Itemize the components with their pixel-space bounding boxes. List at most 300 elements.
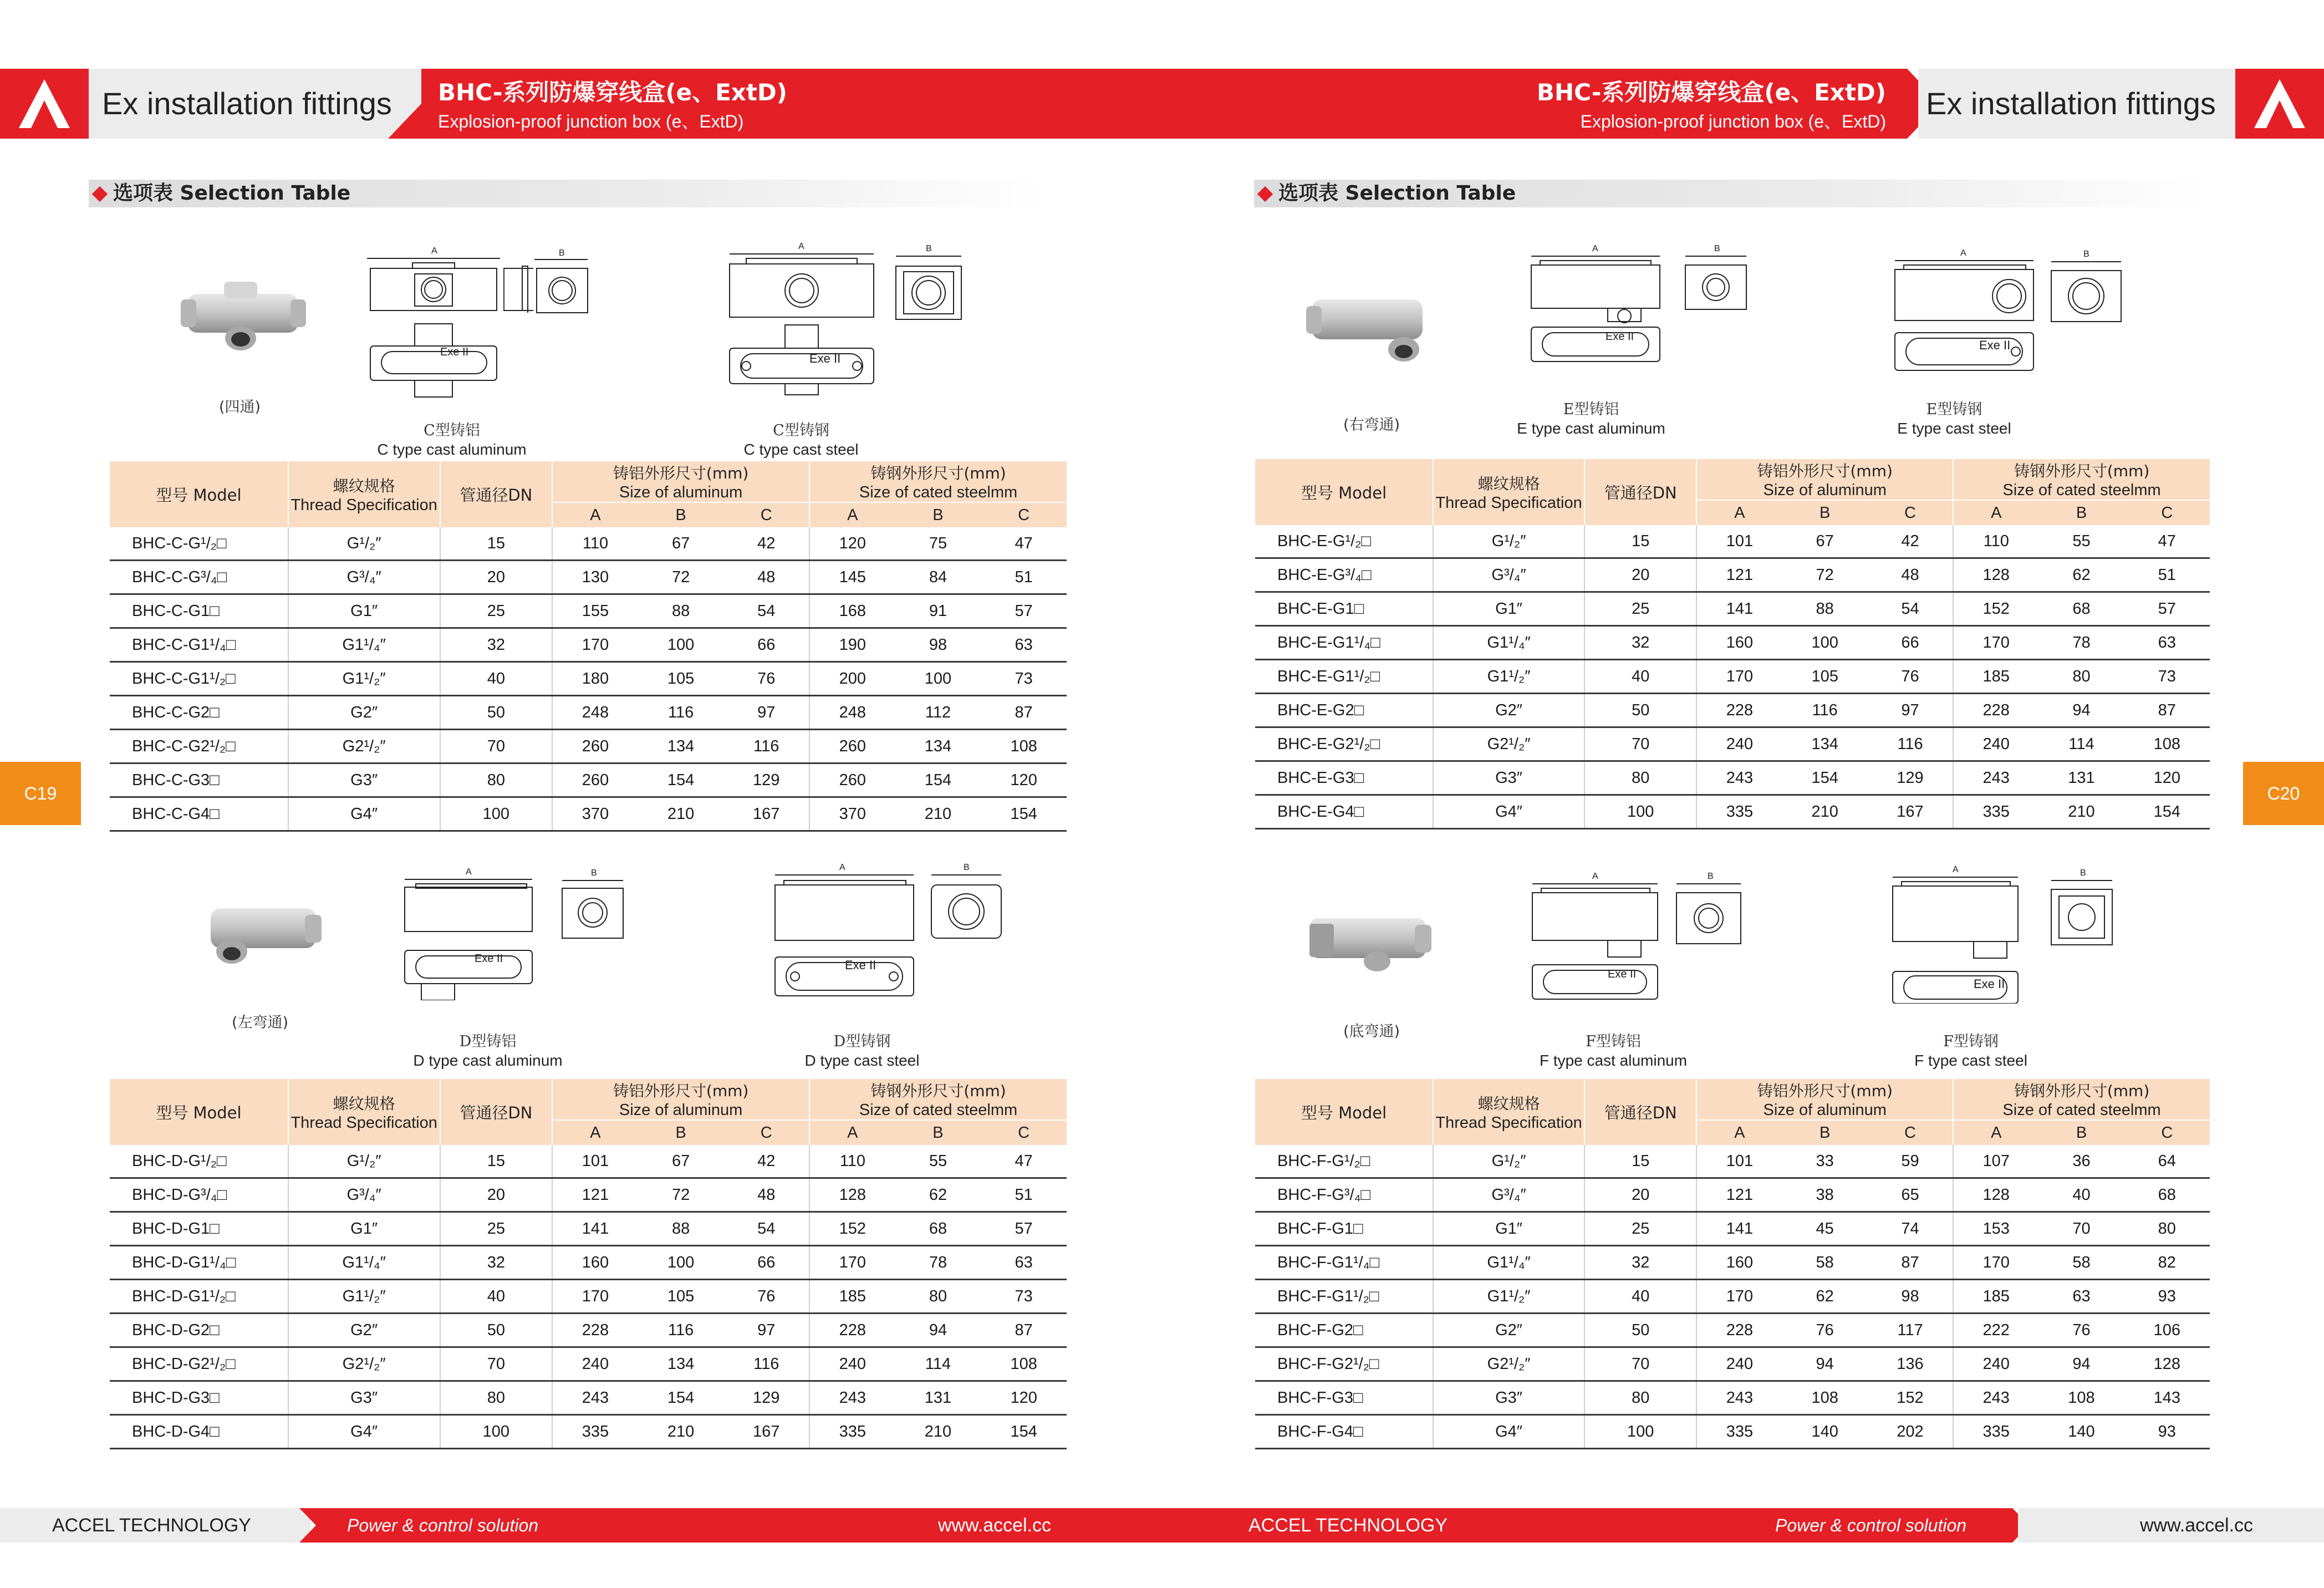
drawing-f-aluminum — [1530, 872, 1669, 1010]
header-aluminum-size — [552, 461, 809, 502]
value-cell: 108 — [981, 730, 1067, 764]
table-row — [110, 696, 1067, 730]
header-dim-c: C — [723, 1120, 809, 1145]
value-cell: G³/₄″ — [1433, 1178, 1584, 1212]
value-cell: 54 — [723, 594, 809, 628]
value-cell: 76 — [1782, 1314, 1868, 1347]
value-cell: 32 — [440, 1246, 553, 1280]
value-cell: 110 — [552, 527, 638, 561]
value-cell: 97 — [723, 696, 809, 730]
header-aluminum-size-line: 铸铝外形尺寸(mm) — [1757, 462, 1893, 480]
model-cell: BHC-E-G³/₄□ — [1255, 558, 1433, 592]
model-cell: BHC-D-G1□ — [110, 1212, 288, 1246]
value-cell: 84 — [895, 561, 981, 594]
value-cell: G2¹/₂″ — [1433, 727, 1584, 761]
value-cell: 82 — [2124, 1246, 2210, 1280]
diamond-bullet-icon — [92, 186, 108, 202]
table-row — [1255, 694, 2210, 727]
value-cell: 335 — [809, 1415, 895, 1449]
value-cell: 160 — [1696, 1246, 1782, 1280]
header-steel-size-line: Size of cated steelmm — [2002, 1101, 2161, 1119]
dim-label-a: A — [798, 242, 804, 251]
value-cell: 88 — [638, 1212, 724, 1246]
value-cell: G1¹/₂″ — [288, 1280, 440, 1314]
header-dim-c: C — [2124, 1120, 2210, 1145]
header-dim-b: B — [638, 1120, 724, 1145]
header-steel-size — [1953, 459, 2210, 500]
value-cell: 42 — [723, 527, 809, 561]
model-cell: BHC-F-G³/₄□ — [1255, 1178, 1433, 1212]
value-cell: 73 — [981, 662, 1067, 696]
value-cell: 76 — [2038, 1314, 2124, 1347]
model-cell: BHC-F-G3□ — [1255, 1381, 1433, 1415]
value-cell: 100 — [895, 662, 981, 696]
value-cell: 152 — [809, 1212, 895, 1246]
value-cell: 190 — [809, 628, 895, 662]
value-cell: 65 — [1868, 1178, 1953, 1212]
dim-label-b: B — [2083, 250, 2089, 259]
value-cell: 168 — [809, 594, 895, 628]
value-cell: 129 — [723, 764, 809, 797]
value-cell: 335 — [1953, 1415, 2038, 1449]
table-row — [110, 527, 1067, 561]
value-cell: G1¹/₄″ — [1433, 1246, 1584, 1280]
value-cell: 50 — [440, 1314, 553, 1347]
value-cell: 32 — [440, 628, 553, 662]
header-steel-size-line: Size of cated steelmm — [2002, 481, 2161, 499]
table-row — [1255, 1178, 2210, 1212]
header-dim-a: A — [1696, 500, 1782, 525]
value-cell: 62 — [895, 1178, 981, 1212]
value-cell: 101 — [552, 1145, 638, 1178]
value-cell: 47 — [2124, 525, 2210, 558]
header-aluminum-size — [1696, 459, 1953, 500]
model-cell: BHC-C-G2□ — [110, 696, 288, 730]
selection-table-f — [1255, 1079, 2210, 1449]
value-cell: 87 — [981, 1314, 1067, 1347]
value-cell: G2″ — [1433, 1314, 1584, 1347]
header-steel-size — [1953, 1079, 2210, 1120]
value-cell: 59 — [1868, 1145, 1953, 1178]
header-steel-size-line: 铸钢外形尺寸(mm) — [870, 464, 1006, 482]
value-cell: 50 — [1584, 694, 1696, 727]
value-cell: G¹/₂″ — [1433, 525, 1584, 558]
table-row — [110, 628, 1067, 662]
value-cell: 240 — [1696, 727, 1782, 761]
value-cell: G³/₄″ — [1433, 558, 1584, 592]
slogan-left: Power & control solution — [347, 1515, 539, 1535]
value-cell: 167 — [723, 797, 809, 831]
model-cell: BHC-E-G1□ — [1255, 592, 1433, 626]
value-cell: 160 — [1696, 626, 1782, 660]
header-dim-b: B — [1782, 500, 1868, 525]
value-cell: 33 — [1782, 1145, 1868, 1178]
value-cell: 80 — [2038, 660, 2124, 694]
value-cell: 130 — [552, 561, 638, 594]
value-cell: 15 — [440, 527, 553, 561]
value-cell: 114 — [895, 1347, 981, 1381]
value-cell: 105 — [1782, 660, 1868, 694]
value-cell: 243 — [1953, 1381, 2038, 1415]
exe-mark: Exe II — [1974, 977, 2005, 991]
value-cell: G1″ — [288, 1212, 440, 1246]
category-label-left: Ex installation fittings — [102, 86, 392, 121]
selection-table-c — [110, 461, 1067, 832]
value-cell: 25 — [440, 594, 553, 628]
selection-table-e — [1255, 459, 2210, 829]
header-dim-a: A — [1953, 1120, 2038, 1145]
value-cell: 100 — [440, 1415, 553, 1449]
value-cell: 72 — [638, 1178, 724, 1212]
dim-label-a: A — [1953, 865, 1959, 874]
value-cell: G3″ — [1433, 1381, 1584, 1415]
table-row — [1255, 1212, 2210, 1246]
value-cell: 88 — [1782, 592, 1868, 626]
caption-d-aluminum: D型铸铝 D type cast aluminum — [413, 1033, 563, 1069]
table-row — [110, 1415, 1067, 1449]
value-cell: G¹/₂″ — [288, 1145, 440, 1178]
value-cell: 36 — [2038, 1145, 2124, 1178]
value-cell: 57 — [981, 1212, 1067, 1246]
header-dn: 管通径DN — [1584, 459, 1696, 525]
value-cell: 243 — [552, 1381, 638, 1415]
header-aluminum-size-line: 铸铝外形尺寸(mm) — [613, 464, 749, 482]
logo-a-icon — [17, 77, 72, 130]
header-aluminum-size — [552, 1079, 809, 1120]
value-cell: 54 — [723, 1212, 809, 1246]
header-dim-a: A — [1696, 1120, 1782, 1145]
value-cell: 108 — [1782, 1381, 1868, 1415]
header-thread — [1433, 1079, 1584, 1145]
company-name-right: ACCEL TECHNOLOGY — [1248, 1515, 1448, 1536]
table-row — [110, 764, 1067, 797]
header-aluminum-size — [1696, 1079, 1953, 1120]
value-cell: 100 — [638, 628, 724, 662]
header-steel-size-line: 铸钢外形尺寸(mm) — [2014, 1082, 2150, 1100]
header-dim-b: B — [895, 502, 981, 527]
value-cell: 58 — [1782, 1246, 1868, 1280]
product-photo-f — [1306, 907, 1439, 990]
value-cell: 80 — [440, 1381, 553, 1415]
header-title-right — [1537, 74, 1886, 133]
value-cell: 78 — [895, 1246, 981, 1280]
exe-mark: Exe II — [1608, 968, 1637, 980]
product-label-f: (底弯通) — [1343, 1023, 1400, 1040]
value-cell: 107 — [1953, 1145, 2038, 1178]
brand-logo-right — [2235, 69, 2324, 139]
value-cell: 72 — [638, 561, 724, 594]
header-dim-a: A — [552, 1120, 638, 1145]
value-cell: 120 — [981, 1381, 1067, 1415]
value-cell: 42 — [723, 1145, 809, 1178]
drawing-d-aluminum-side — [551, 868, 629, 946]
section-title-bar-left — [89, 180, 1042, 207]
header-dim-c: C — [1868, 500, 1953, 525]
value-cell: 153 — [1953, 1212, 2038, 1246]
footer-website-right — [2018, 1508, 2324, 1543]
table-row — [110, 561, 1067, 594]
model-cell: BHC-C-G¹/₂□ — [110, 527, 288, 561]
value-cell: G2″ — [288, 1314, 440, 1347]
value-cell: 87 — [2124, 694, 2210, 727]
value-cell: 106 — [2124, 1314, 2210, 1347]
value-cell: 48 — [723, 561, 809, 594]
header-thread — [288, 1079, 440, 1145]
header-thread-line: Thread Specification — [290, 1114, 437, 1132]
value-cell: 240 — [1696, 1347, 1782, 1381]
value-cell: 32 — [1584, 1246, 1696, 1280]
value-cell: 108 — [2124, 727, 2210, 761]
value-cell: 76 — [723, 1280, 809, 1314]
value-cell: 210 — [1782, 795, 1868, 829]
value-cell: 243 — [1696, 761, 1782, 795]
model-cell: BHC-E-G4□ — [1255, 795, 1433, 829]
value-cell: 70 — [440, 1347, 553, 1381]
value-cell: 20 — [440, 561, 553, 594]
model-cell: BHC-D-G4□ — [110, 1415, 288, 1449]
header-steel-size-line: 铸钢外形尺寸(mm) — [870, 1082, 1006, 1100]
table-row — [110, 594, 1067, 628]
value-cell: 202 — [1868, 1415, 1953, 1449]
footer-company-left — [0, 1508, 310, 1543]
value-cell: 76 — [723, 662, 809, 696]
value-cell: 121 — [1696, 558, 1782, 592]
value-cell: 67 — [638, 527, 724, 561]
value-cell: 145 — [809, 561, 895, 594]
value-cell: 55 — [2038, 525, 2124, 558]
value-cell: 54 — [1868, 592, 1953, 626]
header-category-left — [89, 69, 421, 139]
header-dim-b: B — [638, 502, 724, 527]
value-cell: 120 — [981, 764, 1067, 797]
value-cell: 170 — [1696, 1280, 1782, 1314]
header-aluminum-size-line: Size of aluminum — [619, 483, 743, 501]
table-row — [110, 730, 1067, 764]
value-cell: 210 — [638, 1415, 724, 1449]
product-label-e: (右弯通) — [1343, 416, 1400, 434]
table-row — [1255, 1145, 2210, 1178]
header-model: 型号 Model — [1255, 1079, 1433, 1145]
value-cell: 141 — [1696, 1212, 1782, 1246]
value-cell: 228 — [1953, 694, 2038, 727]
header-thread-line: 螺纹规格 — [1477, 475, 1540, 493]
logo-a-icon — [2252, 77, 2307, 130]
model-cell: BHC-D-G1¹/₄□ — [110, 1246, 288, 1280]
drawing-e-aluminum-side — [1669, 244, 1752, 322]
dim-label-b: B — [926, 244, 932, 253]
value-cell: 116 — [638, 696, 724, 730]
value-cell: G1¹/₄″ — [288, 1246, 440, 1280]
model-cell: BHC-D-G¹/₂□ — [110, 1145, 288, 1178]
drawing-c-steel-side — [887, 244, 965, 322]
header-dim-c: C — [2124, 500, 2210, 525]
website-link-right[interactable]: www.accel.cc — [2140, 1515, 2254, 1536]
value-cell: 62 — [2038, 558, 2124, 592]
website-link-left[interactable]: www.accel.cc — [938, 1515, 1052, 1536]
title-en-right: Explosion-proof junction box (e、ExtD) — [1580, 111, 1886, 131]
header-dim-a: A — [809, 502, 895, 527]
value-cell: 94 — [1782, 1347, 1868, 1381]
value-cell: G1¹/₂″ — [1433, 1280, 1584, 1314]
value-cell: 128 — [2124, 1347, 2210, 1381]
value-cell: 128 — [1953, 1178, 2038, 1212]
drawing-f-aluminum-side — [1663, 872, 1746, 949]
value-cell: 154 — [638, 764, 724, 797]
value-cell: G4″ — [1433, 1415, 1584, 1449]
value-cell: 70 — [440, 730, 553, 764]
value-cell: 67 — [1782, 525, 1868, 558]
value-cell: G1¹/₂″ — [1433, 660, 1584, 694]
table-row — [110, 1178, 1067, 1212]
value-cell: 154 — [895, 764, 981, 797]
value-cell: 248 — [809, 696, 895, 730]
table-row — [110, 1280, 1067, 1314]
value-cell: 15 — [1584, 525, 1696, 558]
table-row — [1255, 1347, 2210, 1381]
value-cell: 94 — [2038, 1347, 2124, 1381]
model-cell: BHC-D-G3□ — [110, 1381, 288, 1415]
value-cell: 170 — [552, 628, 638, 662]
table-row — [110, 1246, 1067, 1280]
model-cell: BHC-F-G2□ — [1255, 1314, 1433, 1347]
value-cell: 134 — [638, 1347, 724, 1381]
value-cell: G1″ — [1433, 1212, 1584, 1246]
value-cell: 140 — [2038, 1415, 2124, 1449]
dim-label-a: A — [431, 246, 437, 256]
table-row — [1255, 727, 2210, 761]
header-model: 型号 Model — [1255, 459, 1433, 525]
value-cell: 97 — [1868, 694, 1953, 727]
value-cell: 129 — [1868, 761, 1953, 795]
model-cell: BHC-F-G4□ — [1255, 1415, 1433, 1449]
value-cell: 222 — [1953, 1314, 2038, 1347]
header-dim-b: B — [895, 1120, 981, 1145]
model-cell: BHC-E-G¹/₂□ — [1255, 525, 1433, 558]
value-cell: 228 — [1696, 1314, 1782, 1347]
header-dim-b: B — [2038, 1120, 2124, 1145]
header-dim-a: A — [1953, 500, 2038, 525]
header-dim-c: C — [723, 502, 809, 527]
value-cell: 370 — [552, 797, 638, 831]
model-cell: BHC-D-G1¹/₂□ — [110, 1280, 288, 1314]
value-cell: 335 — [1696, 1415, 1782, 1449]
header-dim-b: B — [1782, 1120, 1868, 1145]
caption-f-steel: F型铸钢 F type cast steel — [1914, 1033, 2027, 1069]
model-cell: BHC-C-G3□ — [110, 764, 288, 797]
header-thread-line: 螺纹规格 — [1477, 1095, 1540, 1113]
table-row — [1255, 592, 2210, 626]
value-cell: 105 — [638, 662, 724, 696]
value-cell: 100 — [1584, 795, 1696, 829]
value-cell: 66 — [723, 628, 809, 662]
value-cell: 20 — [1584, 1178, 1696, 1212]
value-cell: 100 — [1584, 1415, 1696, 1449]
header-aluminum-size-line: Size of aluminum — [619, 1101, 743, 1119]
model-cell: BHC-C-G1□ — [110, 594, 288, 628]
header-dn: 管通径DN — [1584, 1079, 1696, 1145]
value-cell: 116 — [638, 1314, 724, 1347]
value-cell: 105 — [638, 1280, 724, 1314]
value-cell: 228 — [1696, 694, 1782, 727]
value-cell: 131 — [895, 1381, 981, 1415]
dim-label-a: A — [839, 863, 845, 872]
value-cell: 97 — [723, 1314, 809, 1347]
dim-label-a: A — [1960, 248, 1966, 258]
product-label-c: (四通) — [219, 399, 261, 416]
dim-label-a: A — [466, 867, 472, 877]
value-cell: 134 — [638, 730, 724, 764]
value-cell: 154 — [981, 1415, 1067, 1449]
value-cell: G3″ — [288, 764, 440, 797]
model-cell: BHC-C-G1¹/₂□ — [110, 662, 288, 696]
value-cell: G¹/₂″ — [1433, 1145, 1584, 1178]
model-cell: BHC-F-G¹/₂□ — [1255, 1145, 1433, 1178]
value-cell: G¹/₂″ — [288, 527, 440, 561]
value-cell: 80 — [2124, 1212, 2210, 1246]
value-cell: 73 — [981, 1280, 1067, 1314]
value-cell: 91 — [895, 594, 981, 628]
header-thread-line: Thread Specification — [290, 496, 437, 514]
header-category-right — [1918, 69, 2235, 139]
value-cell: 121 — [552, 1178, 638, 1212]
value-cell: 25 — [1584, 1212, 1696, 1246]
header-steel-size — [809, 461, 1067, 502]
dim-label-b: B — [964, 863, 970, 872]
value-cell: 94 — [895, 1314, 981, 1347]
value-cell: 20 — [440, 1178, 553, 1212]
value-cell: 240 — [1953, 727, 2038, 761]
product-label-d: (左弯通) — [232, 1014, 289, 1031]
header-thread-line: 螺纹规格 — [333, 477, 395, 495]
drawing-c-aluminum — [367, 246, 533, 407]
value-cell: 87 — [981, 696, 1067, 730]
value-cell: 58 — [2038, 1246, 2124, 1280]
value-cell: G2¹/₂″ — [288, 1347, 440, 1381]
header-thread-line: Thread Specification — [1435, 1114, 1582, 1132]
value-cell: 335 — [552, 1415, 638, 1449]
value-cell: 70 — [1584, 1347, 1696, 1381]
table-row — [110, 1212, 1067, 1246]
value-cell: 228 — [809, 1314, 895, 1347]
value-cell: 48 — [723, 1178, 809, 1212]
value-cell: 240 — [809, 1347, 895, 1381]
caption-e-steel: E型铸钢 E type cast steel — [1897, 401, 2011, 437]
model-cell: BHC-E-G1¹/₂□ — [1255, 660, 1433, 694]
page-tab-left: C19 — [0, 762, 81, 825]
value-cell: 134 — [895, 730, 981, 764]
value-cell: 185 — [1953, 1280, 2038, 1314]
value-cell: G1¹/₄″ — [1433, 626, 1584, 660]
header-dim-a: A — [552, 502, 638, 527]
value-cell: 70 — [1584, 727, 1696, 761]
value-cell: 154 — [981, 797, 1067, 831]
value-cell: 120 — [2124, 761, 2210, 795]
header-thread — [288, 461, 440, 527]
value-cell: 75 — [895, 527, 981, 561]
value-cell: 141 — [552, 1212, 638, 1246]
value-cell: 62 — [1782, 1280, 1868, 1314]
value-cell: 170 — [1953, 1246, 2038, 1280]
value-cell: 243 — [1953, 761, 2038, 795]
value-cell: 110 — [809, 1145, 895, 1178]
table-row — [110, 1145, 1067, 1178]
value-cell: 117 — [1868, 1314, 1953, 1347]
header-dim-c: C — [981, 1120, 1067, 1145]
value-cell: G2¹/₂″ — [288, 730, 440, 764]
title-zh-right: BHC-系列防爆穿线盒(e、ExtD) — [1537, 79, 1886, 106]
value-cell: 116 — [723, 1347, 809, 1381]
value-cell: 98 — [1868, 1280, 1953, 1314]
